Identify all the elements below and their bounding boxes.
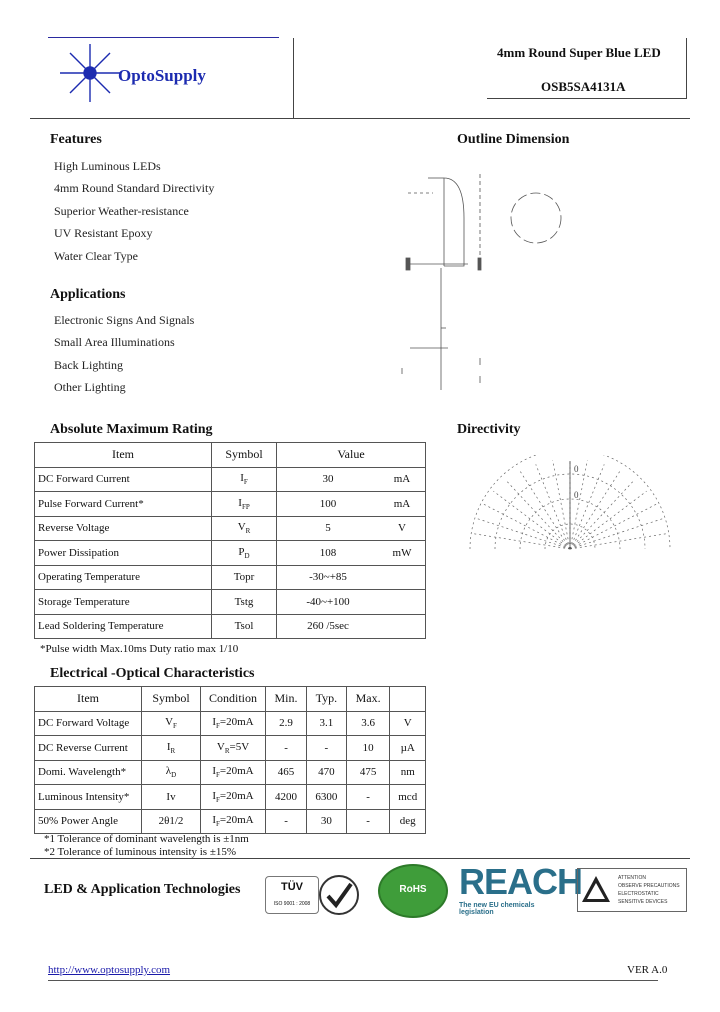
footer-top-line <box>30 858 690 859</box>
eoc-unit-cell: mcd <box>390 785 426 810</box>
eoc-min-cell: - <box>266 809 307 834</box>
eoc-typ-cell: 470 <box>307 760 347 785</box>
amr-symbol-cell: Tstg <box>212 590 277 615</box>
amr-unit-cell <box>379 590 426 615</box>
part-number: OSB5SA4131A <box>541 79 626 94</box>
footer-tagline: LED & Application Technologies <box>44 882 241 897</box>
eoc-condition-cell: $V_R=5V$ <box>201 736 266 761</box>
eoc-header-row <box>35 687 426 712</box>
amr-symbol-cell: $V_R$ <box>212 516 277 541</box>
amr-col-header: Symbol <box>212 443 277 468</box>
eoc-col-header: Item <box>35 687 142 712</box>
amr-row <box>35 541 426 566</box>
application-item: Electronic Signs And Signals <box>54 313 195 327</box>
brand-name: OptoSupply <box>118 66 206 85</box>
version-label: VER A.0 <box>627 964 668 976</box>
eoc-row <box>35 809 426 834</box>
amr-row <box>35 467 426 492</box>
amr-symbol-cell: $I_{FP}$ <box>212 492 277 517</box>
eoc-typ-cell: - <box>307 736 347 761</box>
applications-list <box>54 309 194 399</box>
amr-symbol-cell: Tsol <box>212 614 277 639</box>
eoc-symbol-cell: Iv <box>142 785 201 810</box>
amr-value-cell: -30~+85 <box>277 565 380 590</box>
amr-heading: Absolute Maximum Rating <box>50 422 213 437</box>
part-underline <box>487 98 687 99</box>
eoc-col-header: Min. <box>266 687 307 712</box>
amr-value-cell: 30 <box>277 467 380 492</box>
esd-warning-icon <box>581 874 611 904</box>
eoc-min-cell: 465 <box>266 760 307 785</box>
amr-col-header: Value <box>277 443 426 468</box>
footer-bottom-line <box>48 980 658 981</box>
website-link[interactable]: http://www.optosupply.com <box>48 964 171 976</box>
outline-heading: Outline Dimension <box>457 132 570 147</box>
eoc-row <box>35 785 426 810</box>
reach-logo <box>459 861 583 916</box>
application-item: Small Area Illuminations <box>54 335 175 350</box>
eoc-item-cell: 50% Power Angle <box>35 809 142 834</box>
rohs-text: RoHS Compliant <box>388 884 438 943</box>
reach-title: REACH <box>459 861 583 902</box>
eoc-max-cell: - <box>346 809 390 834</box>
amr-value-cell: 108 <box>277 541 380 566</box>
esd-line: SENSITIVE DEVICES <box>618 899 668 905</box>
amr-value-cell: 5 <box>277 516 380 541</box>
eoc-condition-cell: $I_F=20mA$ <box>201 785 266 810</box>
feature-item: UV Resistant Epoxy <box>54 226 153 241</box>
amr-table <box>34 442 426 639</box>
outline-drawing <box>398 168 578 393</box>
eoc-col-header: Typ. <box>307 687 347 712</box>
amr-item-cell: Storage Temperature <box>35 590 212 615</box>
feature-item: 4mm Round Standard Directivity <box>54 181 215 196</box>
directivity-label: 0 <box>574 464 579 474</box>
esd-warning-badge <box>577 868 687 912</box>
eoc-item-cell: DC Forward Voltage <box>35 711 142 736</box>
amr-item-cell: Reverse Voltage <box>35 516 212 541</box>
reach-subtitle: The new EU chemicals legislation <box>459 902 535 916</box>
amr-item-cell: Lead Soldering Temperature <box>35 614 212 639</box>
logo-star-icon <box>60 44 120 102</box>
eoc-col-header <box>390 687 426 712</box>
directivity-grid-ray <box>506 480 570 549</box>
directivity-grid-ray <box>570 504 657 549</box>
amr-row <box>35 590 426 615</box>
directivity-grid-ray <box>570 480 634 549</box>
eoc-condition-cell: $I_F=20mA$ <box>201 809 266 834</box>
eoc-condition-cell: $I_F=20mA$ <box>201 711 266 736</box>
eoc-min-cell: 2.9 <box>266 711 307 736</box>
amr-item-cell: DC Forward Current <box>35 467 212 492</box>
amr-item-cell: Pulse Forward Current* <box>35 492 212 517</box>
eoc-item-cell: Luminous Intensity* <box>35 785 142 810</box>
header-v-divider <box>293 38 294 118</box>
eoc-item-cell: Domi. Wavelength* <box>35 760 142 785</box>
amr-value-cell: 100 <box>277 492 380 517</box>
amr-row <box>35 565 426 590</box>
eoc-symbol-cell: $\lambda_D$ <box>142 760 201 785</box>
directivity-label: 0 <box>574 490 579 500</box>
amr-header-row <box>35 443 426 468</box>
amr-symbol-cell: $P_D$ <box>212 541 277 566</box>
eoc-max-cell: 10 <box>346 736 390 761</box>
eoc-row <box>35 711 426 736</box>
eoc-row <box>35 736 426 761</box>
eoc-max-cell: 3.6 <box>346 711 390 736</box>
amr-value-cell: 260 /5sec <box>277 614 380 639</box>
amr-col-header: Item <box>35 443 212 468</box>
eoc-min-cell: - <box>266 736 307 761</box>
eoc-heading: Electrical -Optical Characteristics <box>50 666 255 681</box>
amr-row <box>35 614 426 639</box>
eoc-col-header: Condition <box>201 687 266 712</box>
eoc-symbol-cell: 2θ1/2 <box>142 809 201 834</box>
header-bottom-line <box>30 118 690 119</box>
amr-symbol-cell: $I_F$ <box>212 467 277 492</box>
feature-item: Water Clear Type <box>54 248 138 263</box>
esd-title: ATTENTION <box>618 875 646 881</box>
tuv-text: TÜV <box>281 881 303 893</box>
features-heading: Features <box>50 132 102 147</box>
eoc-row <box>35 760 426 785</box>
amr-unit-cell: V <box>379 516 426 541</box>
amr-unit-cell: mA <box>379 467 426 492</box>
directivity-heading: Directivity <box>457 422 521 437</box>
amr-unit-cell <box>379 614 426 639</box>
eoc-typ-cell: 6300 <box>307 785 347 810</box>
amr-unit-cell <box>379 565 426 590</box>
feature-item: Superior Weather-resistance <box>54 203 189 218</box>
eoc-item-cell: DC Reverse Current <box>35 736 142 761</box>
directivity-grid-ray <box>570 471 620 549</box>
eoc-typ-cell: 30 <box>307 809 347 834</box>
amr-item-cell: Power Dissipation <box>35 541 212 566</box>
eoc-table <box>34 686 426 834</box>
amr-value-cell: -40~+100 <box>277 590 380 615</box>
checkmark-badge-icon <box>318 874 360 916</box>
directivity-grid-ray <box>520 471 570 549</box>
application-item: Other Lighting <box>54 380 126 395</box>
features-list <box>54 155 214 267</box>
eoc-col-header: Symbol <box>142 687 201 712</box>
optosupply-logo <box>56 44 276 106</box>
eoc-unit-cell: deg <box>390 809 426 834</box>
eoc-col-header: Max. <box>346 687 390 712</box>
amr-symbol-cell: Topr <box>212 565 277 590</box>
eoc-notes <box>44 833 249 859</box>
header-right-border <box>686 38 687 99</box>
amr-unit-cell: mW <box>379 541 426 566</box>
feature-item: High Luminous LEDs <box>54 159 161 173</box>
eoc-note: *1 Tolerance of dominant wavelength is ±1nm <box>44 833 249 845</box>
eoc-typ-cell: 3.1 <box>307 711 347 736</box>
eoc-condition-cell: $I_F=20mA$ <box>201 760 266 785</box>
esd-line: ELECTROSTATIC <box>618 891 659 897</box>
applications-heading: Applications <box>50 287 126 302</box>
eoc-max-cell: 475 <box>346 760 390 785</box>
esd-line: OBSERVE PRECAUTIONS <box>618 883 680 889</box>
directivity-chart <box>462 455 672 555</box>
directivity-grid-ray <box>483 504 570 549</box>
application-item: Back Lighting <box>54 357 123 372</box>
header-top-line <box>48 37 279 38</box>
eoc-min-cell: 4200 <box>266 785 307 810</box>
eoc-unit-cell: V <box>390 711 426 736</box>
rohs-badge <box>378 864 448 943</box>
amr-note: *Pulse width Max.10ms Duty ratio max 1/10 <box>40 643 239 655</box>
eoc-symbol-cell: $V_F$ <box>142 711 201 736</box>
eoc-note: *2 Tolerance of luminous intensity is ±15% <box>44 846 237 858</box>
eoc-unit-cell: nm <box>390 760 426 785</box>
amr-item-cell: Operating Temperature <box>35 565 212 590</box>
product-title: 4mm Round Super Blue LED <box>497 45 661 60</box>
tuv-iso-badge <box>265 876 319 914</box>
eoc-unit-cell: µA <box>390 736 426 761</box>
iso-text: ISO 9001 : 2008 <box>273 901 311 907</box>
eoc-max-cell: - <box>346 785 390 810</box>
amr-row <box>35 492 426 517</box>
amr-row <box>35 516 426 541</box>
amr-unit-cell: mA <box>379 492 426 517</box>
eoc-symbol-cell: $I_R$ <box>142 736 201 761</box>
